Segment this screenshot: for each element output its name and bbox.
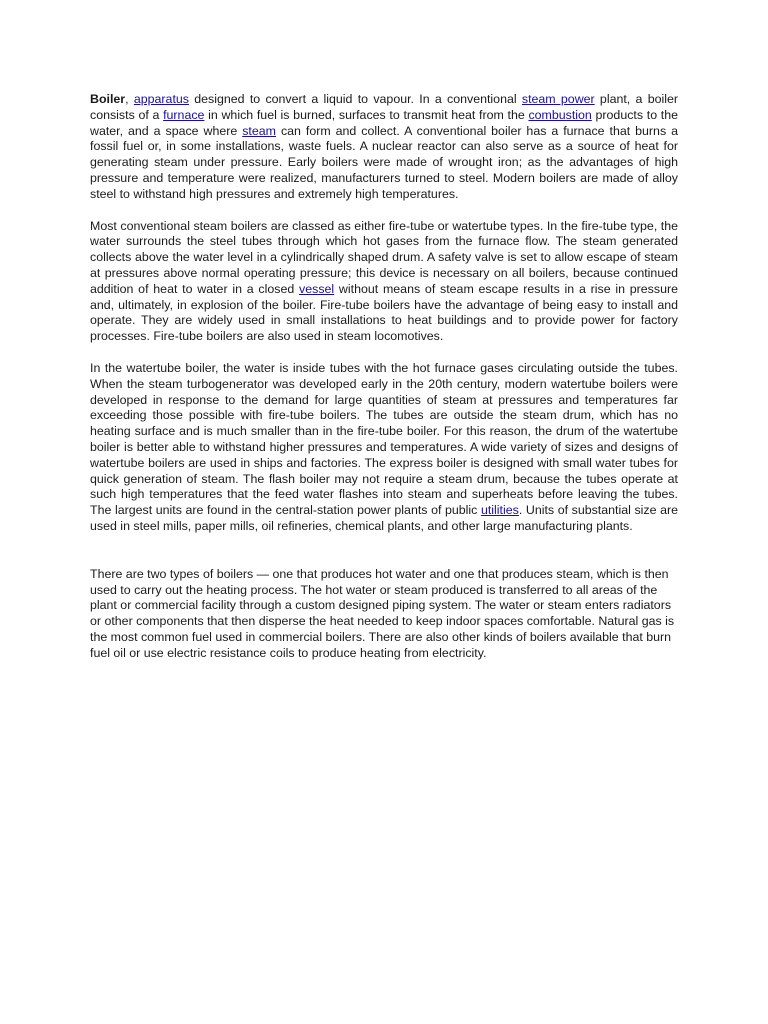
term-boiler: Boiler	[90, 92, 126, 106]
paragraph-text: In the watertube boiler, the water is inside tubes with the hot furnace gases circulating outside the tubes. When the steam turbogenerator was developed early in the 20th century, modern watertube boilers were developed in response to the demand for large quantities of steam at pressures and temperatures far exceeding those possible with fire-tube boilers. The tubes are outside the steam drum, which has no heating surface and is much smaller than in the fire-tube boiler. For this reason, the drum of the watertube boiler is better able to withstand higher pressures and temperatures. A wide variety of sizes and designs of watertube boilers are used in ships and factories. The express boiler is designed with small water tubes for quick generation of steam. The flash boiler may not require a steam drum, because the tubes operate at such high temperatures that the feed water flashes into steam and superheats before leaving the tubes. The largest units are found in the central-station power plants of public	[90, 360, 678, 518]
paragraph-fire-tube	[90, 219, 678, 345]
paragraph-boiler-types	[90, 567, 678, 662]
paragraph-text: designed to convert a liquid to vapour. In a conventional	[188, 92, 522, 106]
paragraph-text: Most conventional steam boilers are classed as either fire-tube or watertube types. In the fire-tube type, the water surrounds the steel tubes through which hot gases from the furnace flow. The steam generated collects above the water level in a cylindrically shaped drum. A safety valve is set to allow escape of steam at pressures above normal operating pressure; this device is necessary on all boilers, because continued addition of heat to water in a closed	[90, 218, 678, 296]
paragraph-boiler-intro	[90, 92, 678, 203]
paragraph-text: without means of steam escape results in a rise in pressure and, ultimately, in explosion of the boiler. Fire-tube boilers have the advantage of being easy to install and operate. They are widely used in small installations to heat buildings and to provide power for factory processes. Fire-tube boilers are also used in steam locomotives.	[90, 281, 678, 344]
paragraph-text: products to the water, and a space where	[90, 107, 679, 138]
paragraph-text: . Units of substantial size are used in steel mills, paper mills, oil refineries, chemical plants, and other large manufacturing plants.	[90, 503, 678, 533]
link-vessel[interactable]: vessel	[299, 281, 335, 296]
paragraph-watertube	[90, 361, 678, 535]
link-utilities[interactable]: utilities	[480, 503, 519, 518]
link-furnace[interactable]: furnace	[163, 107, 205, 122]
link-apparatus[interactable]: apparatus	[133, 92, 189, 106]
link-steam-power[interactable]: steam power	[521, 92, 595, 106]
document-page	[90, 92, 678, 678]
link-combustion[interactable]: combustion	[528, 107, 592, 122]
link-steam[interactable]: steam	[242, 123, 276, 138]
paragraph-text: ,	[125, 92, 134, 106]
paragraph-text: There are two types of boilers — one that produces hot water and one that produces steam, which is then used to carry out the heating process. The hot water or steam produced is transferred to all areas of the plant or commercial facility through a custom designed piping system. The water or steam enters radiators or other components that then disperse the heat needed to keep indoor spaces comfortable. Natural gas is the most common fuel used in commercial boilers. There are also other kinds of boilers available that burn fuel oil or use electric resistance coils to produce heating from electricity.	[90, 566, 675, 660]
paragraph-text: plant, a boiler consists of a	[90, 92, 678, 122]
paragraph-text: can form and collect. A conventional boiler has a furnace that burns a fossil fuel or, in some installations, waste fuels. A nuclear reactor can also serve as a source of heat for generating steam under pressure. Early boilers were made of wrought iron; as the advantages of high pressure and temperature were realized, manufacturers turned to steel. Modern boilers are made of alloy steel to withstand high pressures and extremely high temperatures.	[90, 123, 678, 201]
paragraph-text: in which fuel is burned, surfaces to transmit heat from the	[204, 107, 529, 122]
